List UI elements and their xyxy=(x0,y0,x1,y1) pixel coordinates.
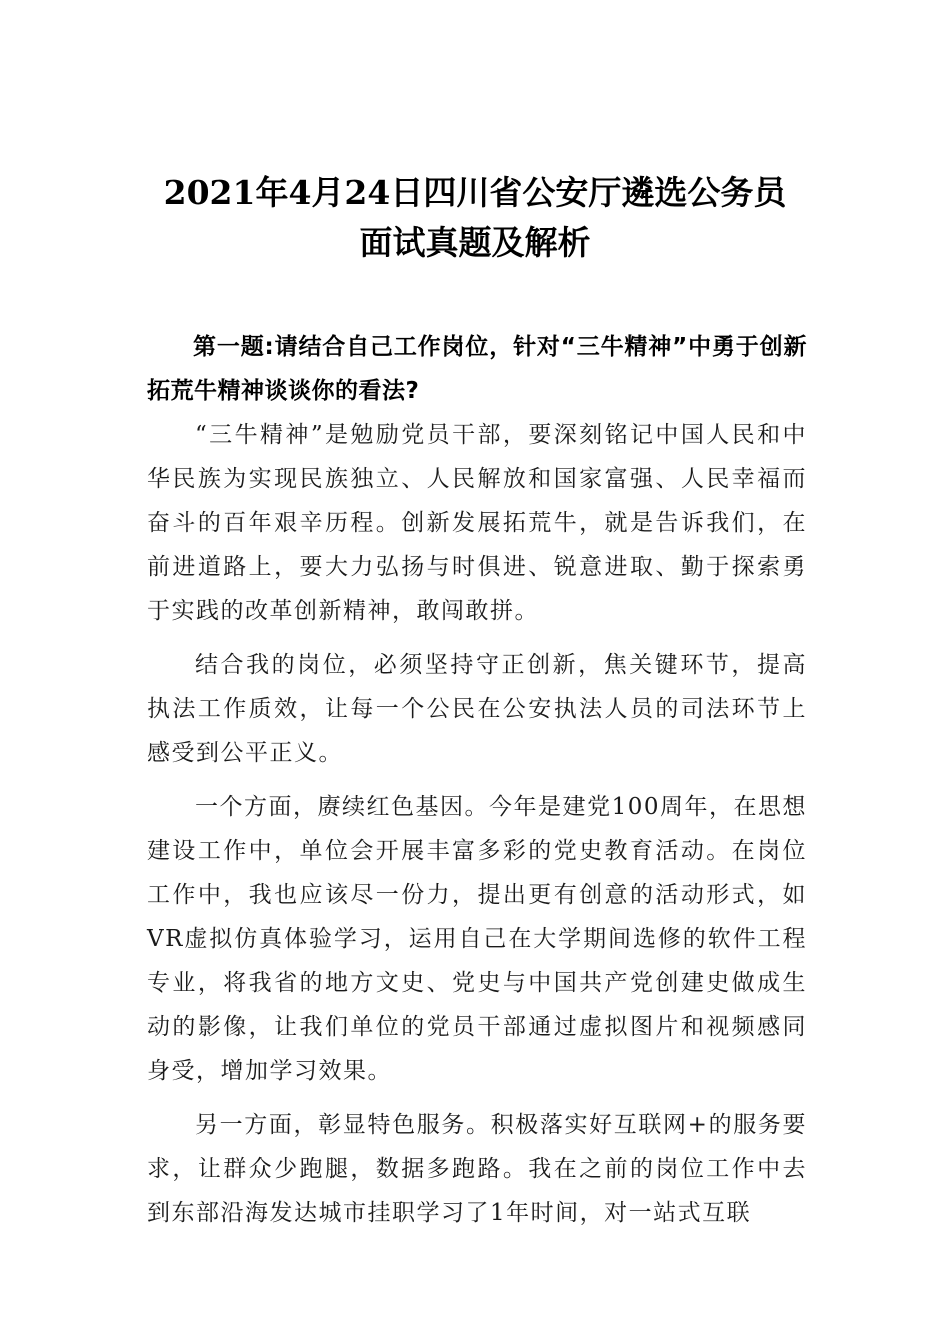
paragraph-4: 另一方面，彰显特色服务。积极落实好互联网+的服务要求，让群众少跑腿，数据多跑路。我在之前的岗位工作中去到东部沿海发达城市挂职学习了1年时间，对一站式互联 xyxy=(147,1112,807,1226)
document-title-line-1: 2021年4月24日四川省公安厅遴选公务员 xyxy=(163,173,787,212)
document-body xyxy=(147,325,807,1235)
question-heading: 第一题:请结合自己工作岗位，针对“三牛精神”中勇于创新拓荒牛精神谈谈你的看法? xyxy=(147,334,807,404)
paragraph-3: 一个方面，赓续红色基因。今年是建党100周年，在思想建设工作中，单位会开展丰富多彩的党史教育活动。在岗位工作中，我也应该尽一份力，提出更有创意的活动形式，如VR虚拟仿真体验学习，运用自己在大学期间选修的软件工程专业，将我省的地方文史、党史与中国共产党创建史做成生动的影像，让我们单位的党员干部通过虚拟图片和视频感同身受，增加学习效果。 xyxy=(147,794,807,1084)
document-title-line-2: 面试真题及解析 xyxy=(359,223,591,262)
paragraph-1: “三牛精神”是勉励党员干部，要深刻铭记中国人民和中华民族为实现民族独立、人民解放和国家富强、人民幸福而奋斗的百年艰辛历程。创新发展拓荒牛，就是告诉我们，在前进道路上，要大力弘扬与时俱进、锐意进取、勤于探索勇于实践的改革创新精神，敢闯敢拼。 xyxy=(147,422,807,624)
paragraph-2: 结合我的岗位，必须坚持守正创新，焦关键环节，提高执法工作质效，让每一个公民在公安执法人员的司法环节上感受到公平正义。 xyxy=(147,652,807,766)
